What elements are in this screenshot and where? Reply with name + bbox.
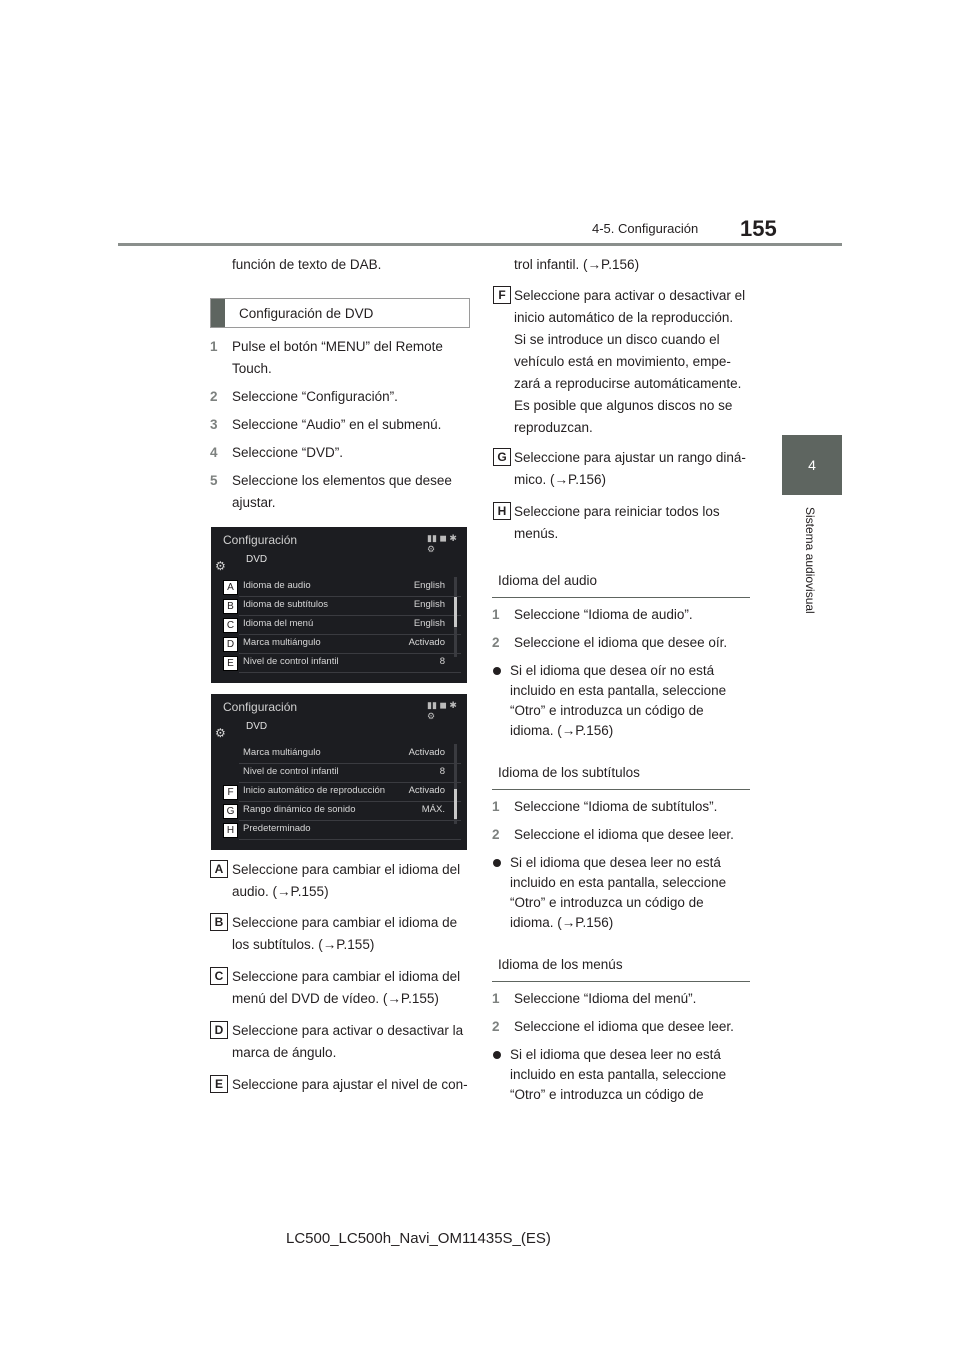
subs-step-2: 2 Seleccione el idioma que desee leer. <box>492 827 734 842</box>
screen-row: Inicio automático de reproducción Activado <box>239 782 461 802</box>
description-d: Seleccione para activar o desactivar la marca de ángulo. <box>232 1023 464 1060</box>
description-e: Seleccione para ajustar el nivel de con- <box>232 1077 468 1092</box>
callout-letter-e: E <box>210 1075 228 1093</box>
callout-letter: B <box>223 599 238 614</box>
heading-menu-language: Idioma de los menús <box>498 957 623 972</box>
gear-icon: ⚙ <box>215 559 226 573</box>
screen-row: Marca multiángulo Activado <box>239 634 461 654</box>
screen-row: Nivel de control infantil 8 <box>239 763 461 783</box>
description-b: Seleccione para cambiar el idioma de los subtítulos. (→P.155) <box>232 915 458 952</box>
description-h: Seleccione para reiniciar todos los menús. <box>514 504 720 541</box>
callout-letter-c: C <box>210 967 228 985</box>
screen-title: Configuración <box>223 533 298 547</box>
heading-subtitle-language: Idioma de los subtítulos <box>498 765 640 780</box>
callout-letter: F <box>223 785 238 800</box>
subs-step-1: 1 Seleccione “Idioma de subtítulos”. <box>492 799 718 814</box>
section-heading-dvd <box>210 298 470 328</box>
callout-letter-b: B <box>210 913 228 931</box>
status-icons: ▮▮ ◼ ✱ ⚙ <box>427 533 457 554</box>
intro-text: función de texto de DAB. <box>232 257 382 272</box>
callout-letter: E <box>223 656 238 671</box>
screen-row: Idioma del menú English <box>239 615 461 635</box>
callout-letter: A <box>223 580 238 595</box>
screen-title: Configuración <box>223 700 298 714</box>
screen-row: Marca multiángulo Activado <box>239 744 461 764</box>
dvd-settings-screenshot-2 <box>211 694 467 850</box>
audio-step-2: 2 Seleccione el idioma que desee oír. <box>492 635 728 650</box>
callout-letter: D <box>223 637 238 652</box>
continued-text: trol infantil. (→P.156) <box>514 257 640 272</box>
section-heading-label: Configuración de DVD <box>239 305 374 321</box>
audio-bullet: Si el idioma que desea oír no está incluido en esta pantalla, seleccione “Otro” e introduzca un código de idioma. (→P.156) <box>493 661 743 741</box>
footer-document-id: LC500_LC500h_Navi_OM11435S_(ES) <box>286 1230 551 1247</box>
screen-row: Nivel de control infantil 8 <box>239 653 461 673</box>
screen-tab: DVD <box>246 721 268 732</box>
description-c: Seleccione para cambiar el idioma del menú del DVD de vídeo. (→P.155) <box>232 969 461 1006</box>
callout-letter-h: H <box>493 502 511 520</box>
screen-row: Idioma de subtítulos English <box>239 596 461 616</box>
callout-letter: H <box>223 823 238 838</box>
status-icons: ▮▮ ◼ ✱ ⚙ <box>427 700 457 721</box>
callout-letter: G <box>223 804 238 819</box>
menus-step-2: 2 Seleccione el idioma que desee leer. <box>492 1019 734 1034</box>
heading-audio-language: Idioma del audio <box>498 573 598 588</box>
callout-letter-a: A <box>210 860 228 878</box>
heading-underline <box>492 981 750 982</box>
dvd-settings-screenshot-1 <box>211 527 467 683</box>
step-3: 3 Seleccione “Audio” en el submenú. <box>210 417 442 432</box>
screen-row: Predeterminado <box>239 820 461 840</box>
screen-tab: DVD <box>246 554 268 565</box>
menus-bullet: Si el idioma que desea leer no está incluido en esta pantalla, seleccione “Otro” e introduzca un código de <box>493 1045 743 1105</box>
header-divider <box>118 243 842 246</box>
menus-step-1: 1 Seleccione “Idioma del menú”. <box>492 991 697 1006</box>
screen-row: Rango dinámico de sonido MÁX. <box>239 801 461 821</box>
callout-letter-f: F <box>493 286 511 304</box>
step-1: 1 Pulse el botón “MENU” del Remote Touch. <box>210 339 443 376</box>
step-5: 5 Seleccione los elementos que desee ajustar. <box>210 473 452 510</box>
page-number: 155 <box>740 216 777 241</box>
gear-icon: ⚙ <box>215 726 226 740</box>
description-g: Seleccione para ajustar un rango diná- mico. (→P.156) <box>514 450 746 487</box>
callout-letter-g: G <box>493 448 511 466</box>
scrollbar-thumb <box>454 789 457 819</box>
heading-underline <box>492 597 750 598</box>
callout-letter-d: D <box>210 1021 228 1039</box>
step-2: 2 Seleccione “Configuración”. <box>210 389 398 404</box>
audio-step-1: 1 Seleccione “Idioma de audio”. <box>492 607 693 622</box>
chapter-label: Sistema audiovisual <box>803 507 817 614</box>
heading-underline <box>492 789 750 790</box>
callout-letter: C <box>223 618 238 633</box>
subs-bullet: Si el idioma que desea leer no está incluido en esta pantalla, seleccione “Otro” e introduzca un código de idioma. (→P.156) <box>493 853 743 933</box>
step-4: 4 Seleccione “DVD”. <box>210 445 344 460</box>
section-reference: 4-5. Configuración <box>592 221 699 236</box>
screen-row: Idioma de audio English <box>239 577 461 597</box>
chapter-tab: 4 <box>782 435 842 495</box>
description-a: Seleccione para cambiar el idioma del audio. (→P.155) <box>232 862 461 899</box>
scrollbar-thumb <box>454 597 457 627</box>
description-f: Seleccione para activar o desactivar el inicio automático de la reproducción. Si se introduce un disco cuando el vehículo está en movimiento, empe- zará a reproducirse automáticamente. Es posible que algunos discos no se reproduzcan. <box>514 288 746 435</box>
